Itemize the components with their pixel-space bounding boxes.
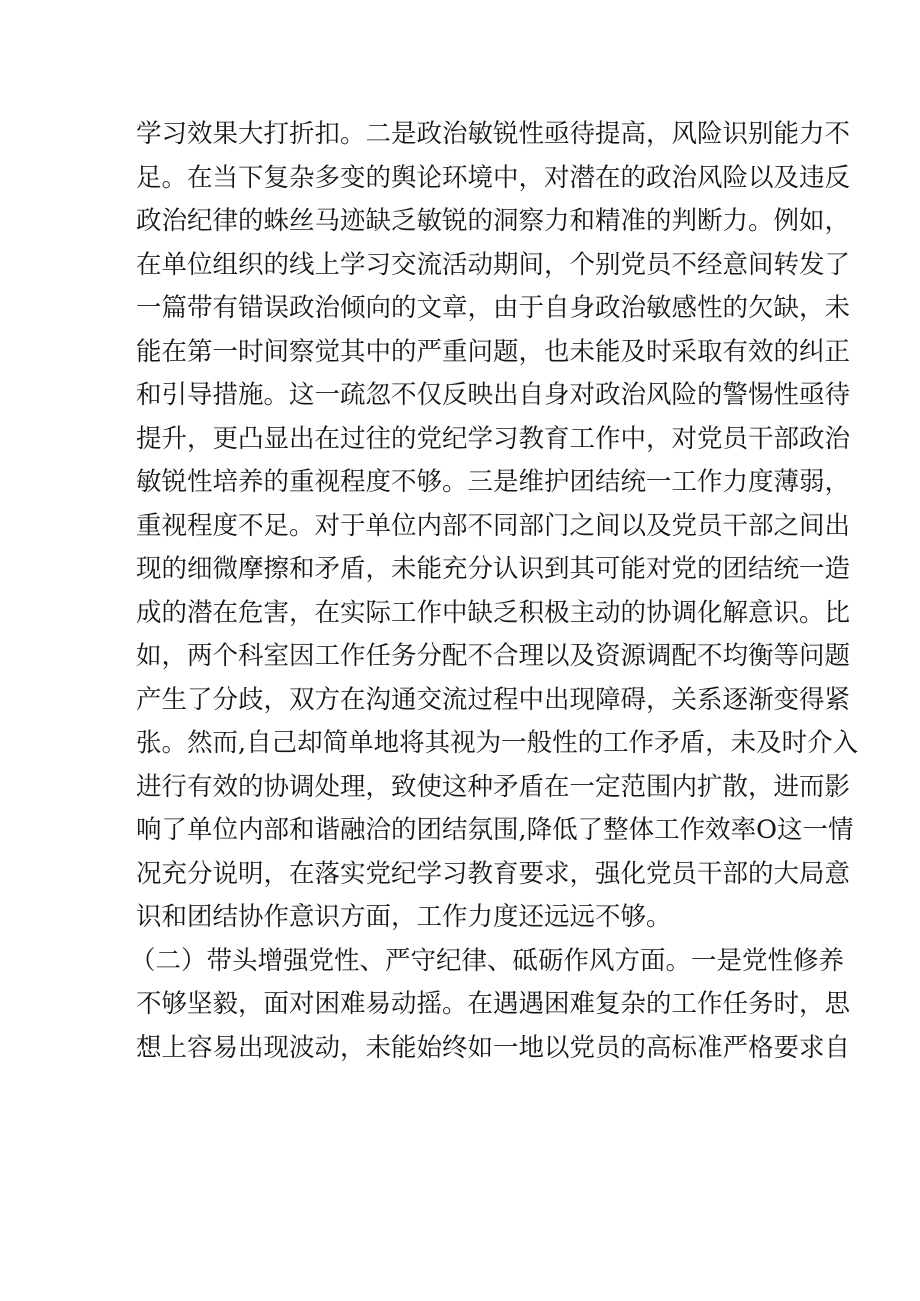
text-line: 一篇带有错误政治倾向的文章，由于自身政治敏感性的欠缺，未 <box>136 293 851 323</box>
text-line: 敏锐性培养的重视程度不够。三是维护团结统一工作力度薄弱， <box>136 467 851 497</box>
body-text <box>130 113 859 1070</box>
text-line: 学习效果大打折扣。二是政治敏锐性亟待提高，风险识别能力不 <box>136 119 851 149</box>
text-line: 政治纪律的蛛丝马迹缺乏敏锐的洞察力和精准的判断力。例如， <box>136 206 851 236</box>
text-line: 足。在当下复杂多变的舆论环境中，对潜在的政治风险以及违反 <box>136 162 851 193</box>
text-line: 想上容易出现波动，未能始终如一地以党员的高标准严格要求自 <box>136 1032 851 1063</box>
text-line: 和引导措施。这一疏忽不仅反映出自身对政治风险的警惕性亟待 <box>136 380 851 410</box>
text-line: 响了单位内部和谐融洽的团结氛围,降低了整体工作效率O这一情 <box>136 815 854 845</box>
text-line: 提升，更凸显出在过往的党纪学习教育工作中，对党员干部政治 <box>136 423 851 454</box>
text-line: 如，两个科室因工作任务分配不合理以及资源调配不均衡等问题 <box>136 641 851 671</box>
text-line: 况充分说明，在落实党纪学习教育要求，强化党员干部的大局意 <box>136 858 851 889</box>
text-line: 产生了分歧，双方在沟通交流过程中出现障碍，关系逐渐变得紧 <box>136 684 851 715</box>
section-heading-line: （二）带头增强党性、严守纪律、砥砺作风方面。一是党性修养 <box>130 945 845 976</box>
text-line: 成的潜在危害，在实际工作中缺乏积极主动的协调化解意识。比 <box>136 597 851 628</box>
text-line: 张。然而,自己却简单地将其视为一般性的工作矛盾，未及时介入 <box>136 728 859 758</box>
text-line: 进行有效的协调处理，致使这种矛盾在一定范围内扩散，进而影 <box>136 771 851 802</box>
text-line: 在单位组织的线上学习交流活动期间，个别党员不经意间转发了 <box>136 249 851 280</box>
text-line: 重视程度不足。对于单位内部不同部门之间以及党员干部之间出 <box>136 510 851 541</box>
text-line: 识和团结协作意识方面，工作力度还远远不够。 <box>136 902 672 932</box>
text-line: 能在第一时间察觉其中的严重问题，也未能及时采取有效的纠正 <box>136 336 851 367</box>
text-line: 不够坚毅，面对困难易动摇。在遇遇困难复杂的工作任务时，思 <box>136 989 851 1019</box>
text-line: 现的细微摩擦和矛盾，未能充分认识到其可能对党的团结统一造 <box>136 554 851 584</box>
